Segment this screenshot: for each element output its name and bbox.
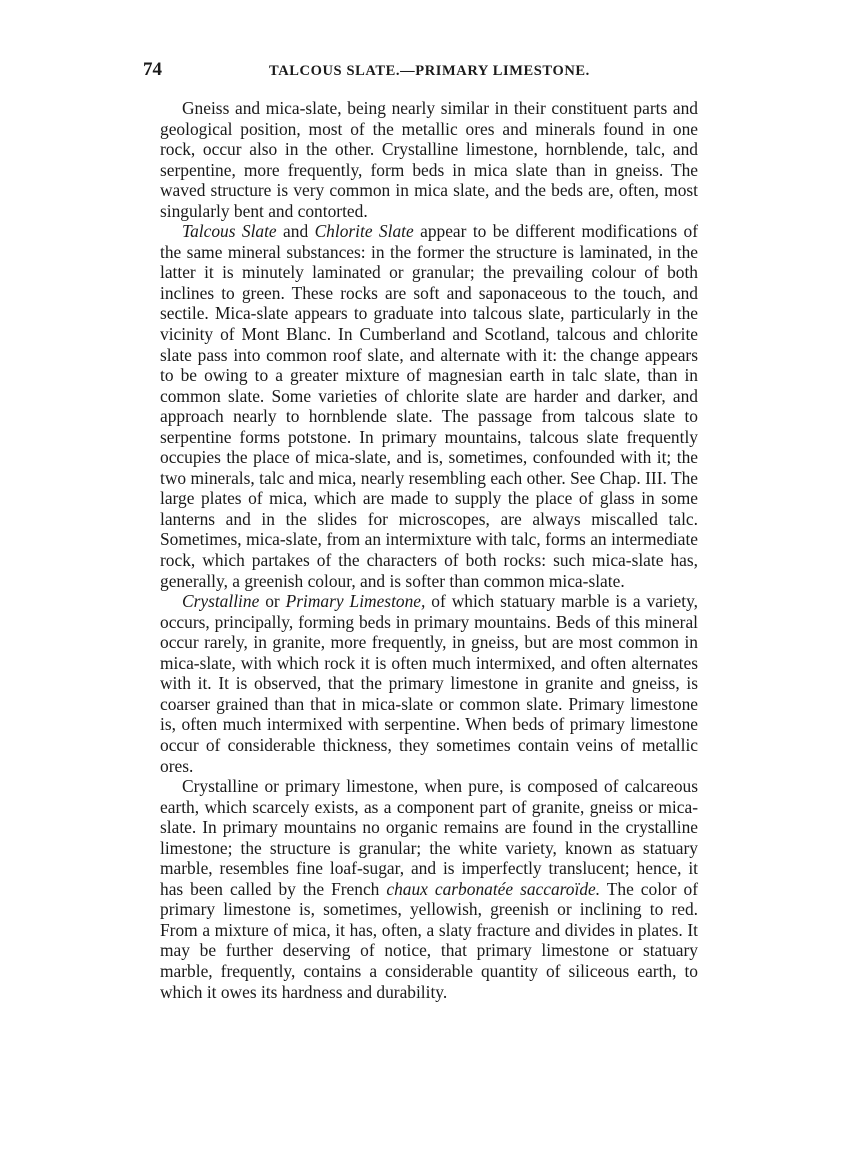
paragraph-text: Crystalline or primary limestone, when pure, is composed of calcareous earth, which scarcely exists, as a component part of granite, gneiss or mica-slate. In primary mountains no organic remains are found in the crystalline limestone; the structure is granular; the white variety, known as statuary marble, resembles fine loaf-sugar, and is imperfectly translucent; hence, it has been called by the French bbox=[160, 776, 698, 899]
term-talcous-slate: Talcous Slate bbox=[182, 221, 277, 242]
term-chlorite-slate: Chlorite Slate bbox=[314, 221, 414, 242]
term-crystalline: Crystalline bbox=[182, 591, 260, 612]
paragraph-text: of which statuary marble is a variety, occurs, principally, forming beds in primary mountains. Beds of this mineral occur rarely, in granite, more frequently, in gneiss, but are most common in mica-slate, with which rock it is often much intermixed, and often alternates with it. It is observed, that the primary limestone in granite and gneiss, is coarser grained than that in mica-slate or common slate. Primary limestone is, often much intermixed with serpentine. When beds of primary limestone occur of considerable thickness, they sometimes contain veins of metallic ores. bbox=[160, 591, 698, 776]
paragraph-gneiss bbox=[160, 98, 698, 221]
term-chaux-carbonatee: chaux carbonatée saccaroïde. bbox=[386, 878, 601, 899]
body-text bbox=[160, 98, 698, 1002]
paragraph-text-continued: The color of primary limestone is, sometimes, yellowish, greenish or inclining to red. From a mixture of mica, it has, often, a slaty fracture and divides in plates. It may be further deserving of notice, that primary limestone or statuary marble, frequently, contains a considerable quantity of siliceous earth, to which it owes its hardness and durability. bbox=[160, 878, 698, 1002]
paragraph-crystalline-limestone bbox=[160, 776, 698, 1002]
paragraph-talcous-slate bbox=[160, 221, 698, 591]
paragraph-text: Gneiss and mica-slate, being nearly similar in their constituent parts and geological position, most of the metallic ores and minerals found in one rock, occur also in the other. Crystalline limestone, hornblende, talc, and serpentine, more frequently, form beds in mica slate than in gneiss. The waved structure is very common in mica slate, and the beds are, often, most singularly bent and contorted. bbox=[160, 98, 698, 221]
page-header bbox=[143, 59, 703, 83]
page-number: 74 bbox=[143, 59, 162, 80]
term-primary-limestone: Primary Limestone, bbox=[285, 591, 426, 612]
running-head: TALCOUS SLATE.—PRIMARY LIMESTONE. bbox=[269, 63, 590, 79]
paragraph-text: appear to be different modifications of the same mineral substances: in the former the structure is laminated, in the latter it is minutely laminated or granular; the prevailing colour of both inclines to green. These rocks are soft and saponaceous to the touch, and sectile. Mica-slate appears to graduate into talcous slate, particularly in the vicinity of Mont Blanc. In Cumberland and Scotland, talcous and chlorite slate pass into common roof slate, and alternate with it: the change appears to be owing to a greater mixture of magnesian earth in talc slate, than in common slate. Some varieties of chlorite slate are harder and darker, and approach nearly to hornblende slate. The passage from talcous slate to serpentine forms potstone. In primary mountains, talcous slate frequently occupies the place of mica-slate, and is, sometimes, confounded with it; the two minerals, talc and mica, nearly resembling each other. See Chap. III. The large plates of mica, which are made to supply the place of glass in some lanterns and in the slides for microscopes, are always miscalled talc. Sometimes, mica-slate, from an intermixture with talc, forms an intermediate rock, which partakes of the characters of both rocks: such mica-slate has, generally, a greenish colour, and is softer than common mica-slate. bbox=[160, 221, 698, 591]
term-joiner: or bbox=[259, 591, 286, 612]
term-joiner: and bbox=[276, 221, 315, 242]
paragraph-primary-limestone bbox=[160, 591, 698, 776]
